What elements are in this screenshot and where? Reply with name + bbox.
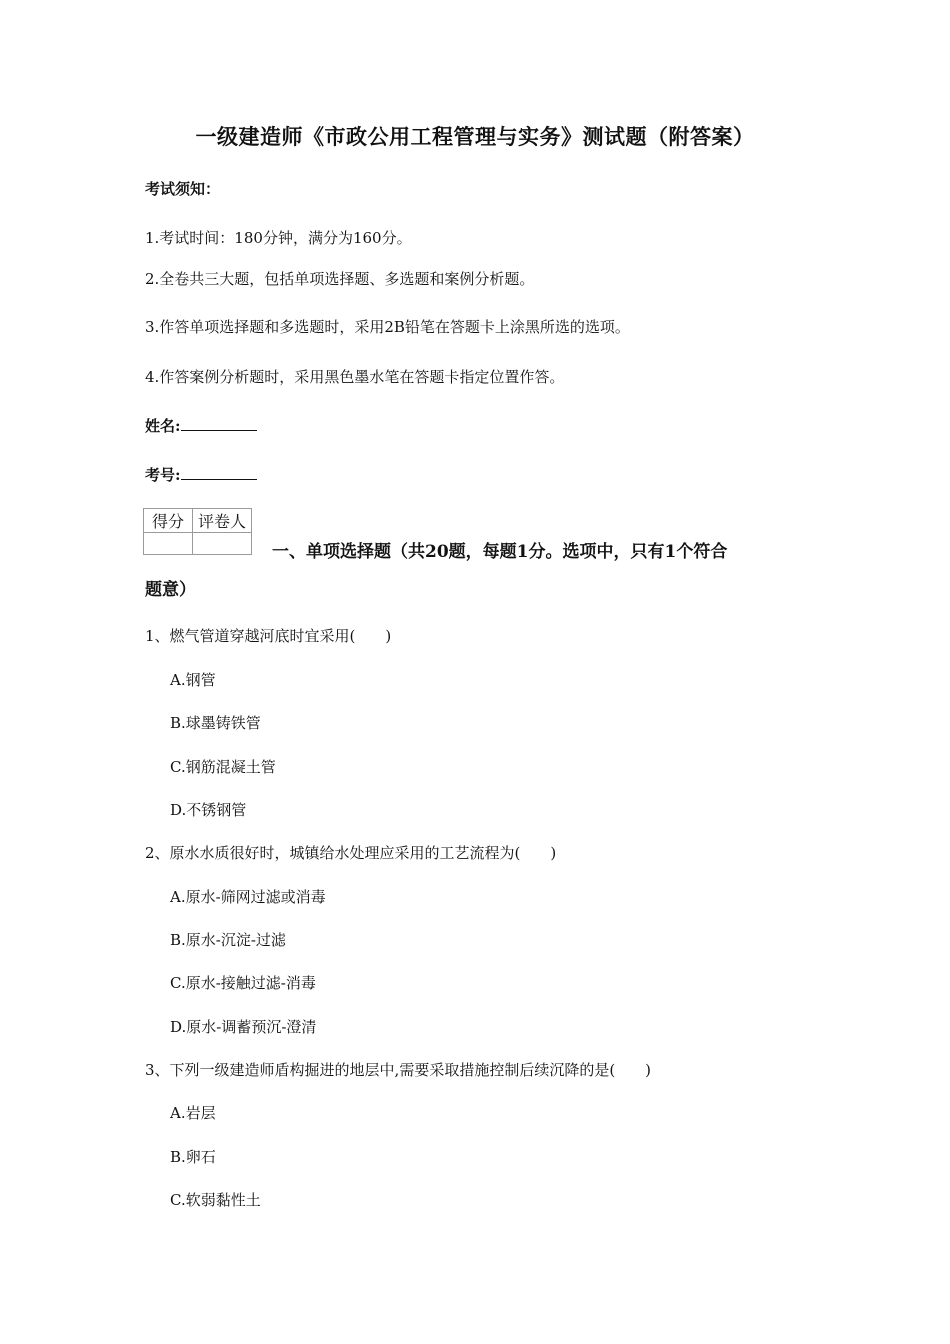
section-title: 一、单项选择题（共20题，每题1分。选项中，只有1个符合	[272, 542, 728, 562]
notice-item: 1.考试时间：180分钟，满分为160分。	[145, 229, 412, 247]
name-label: 姓名:	[145, 417, 181, 435]
question-option: B.原水-沉淀-过滤	[170, 931, 286, 949]
question-option: A.岩层	[170, 1104, 216, 1122]
score-cell	[144, 533, 193, 555]
exam-id-label: 考号:	[145, 466, 181, 484]
score-table	[143, 508, 252, 555]
question-option: C.软弱黏性土	[170, 1191, 261, 1209]
question-stem: 3、下列一级建造师盾构掘进的地层中,需要采取措施控制后续沉降的是( )	[145, 1061, 652, 1079]
question-option: B.球墨铸铁管	[170, 714, 261, 732]
question-stem: 1、燃气管道穿越河底时宜采用( )	[145, 627, 392, 645]
grader-header: 评卷人	[193, 509, 252, 533]
question-option: D.原水-调蓄预沉-澄清	[170, 1018, 317, 1036]
section-title-continued: 题意）	[145, 580, 196, 600]
document-title: 一级建造师《市政公用工程管理与实务》测试题（附答案）	[195, 124, 755, 149]
notice-item: 3.作答单项选择题和多选题时，采用2B铅笔在答题卡上涂黑所选的选项。	[145, 318, 630, 336]
question-option: C.钢筋混凝土管	[170, 758, 276, 776]
name-blank-line	[181, 416, 257, 431]
question-option: C.原水-接触过滤-消毒	[170, 974, 316, 992]
question-option: D.不锈钢管	[170, 801, 247, 819]
score-header: 得分	[144, 509, 193, 533]
exam-id-blank-line	[181, 465, 257, 480]
question-option: B.卵石	[170, 1148, 216, 1166]
notice-item: 2.全卷共三大题，包括单项选择题、多选题和案例分析题。	[145, 270, 535, 288]
grader-cell	[193, 533, 252, 555]
question-option: A.原水-筛网过滤或消毒	[170, 888, 326, 906]
question-option: A.钢管	[170, 671, 216, 689]
name-field	[145, 415, 257, 436]
question-stem: 2、原水水质很好时，城镇给水处理应采用的工艺流程为( )	[145, 844, 557, 862]
exam-id-field	[145, 464, 257, 485]
notice-item: 4.作答案例分析题时，采用黑色墨水笔在答题卡指定位置作答。	[145, 368, 565, 386]
notice-heading: 考试须知：	[145, 180, 221, 198]
